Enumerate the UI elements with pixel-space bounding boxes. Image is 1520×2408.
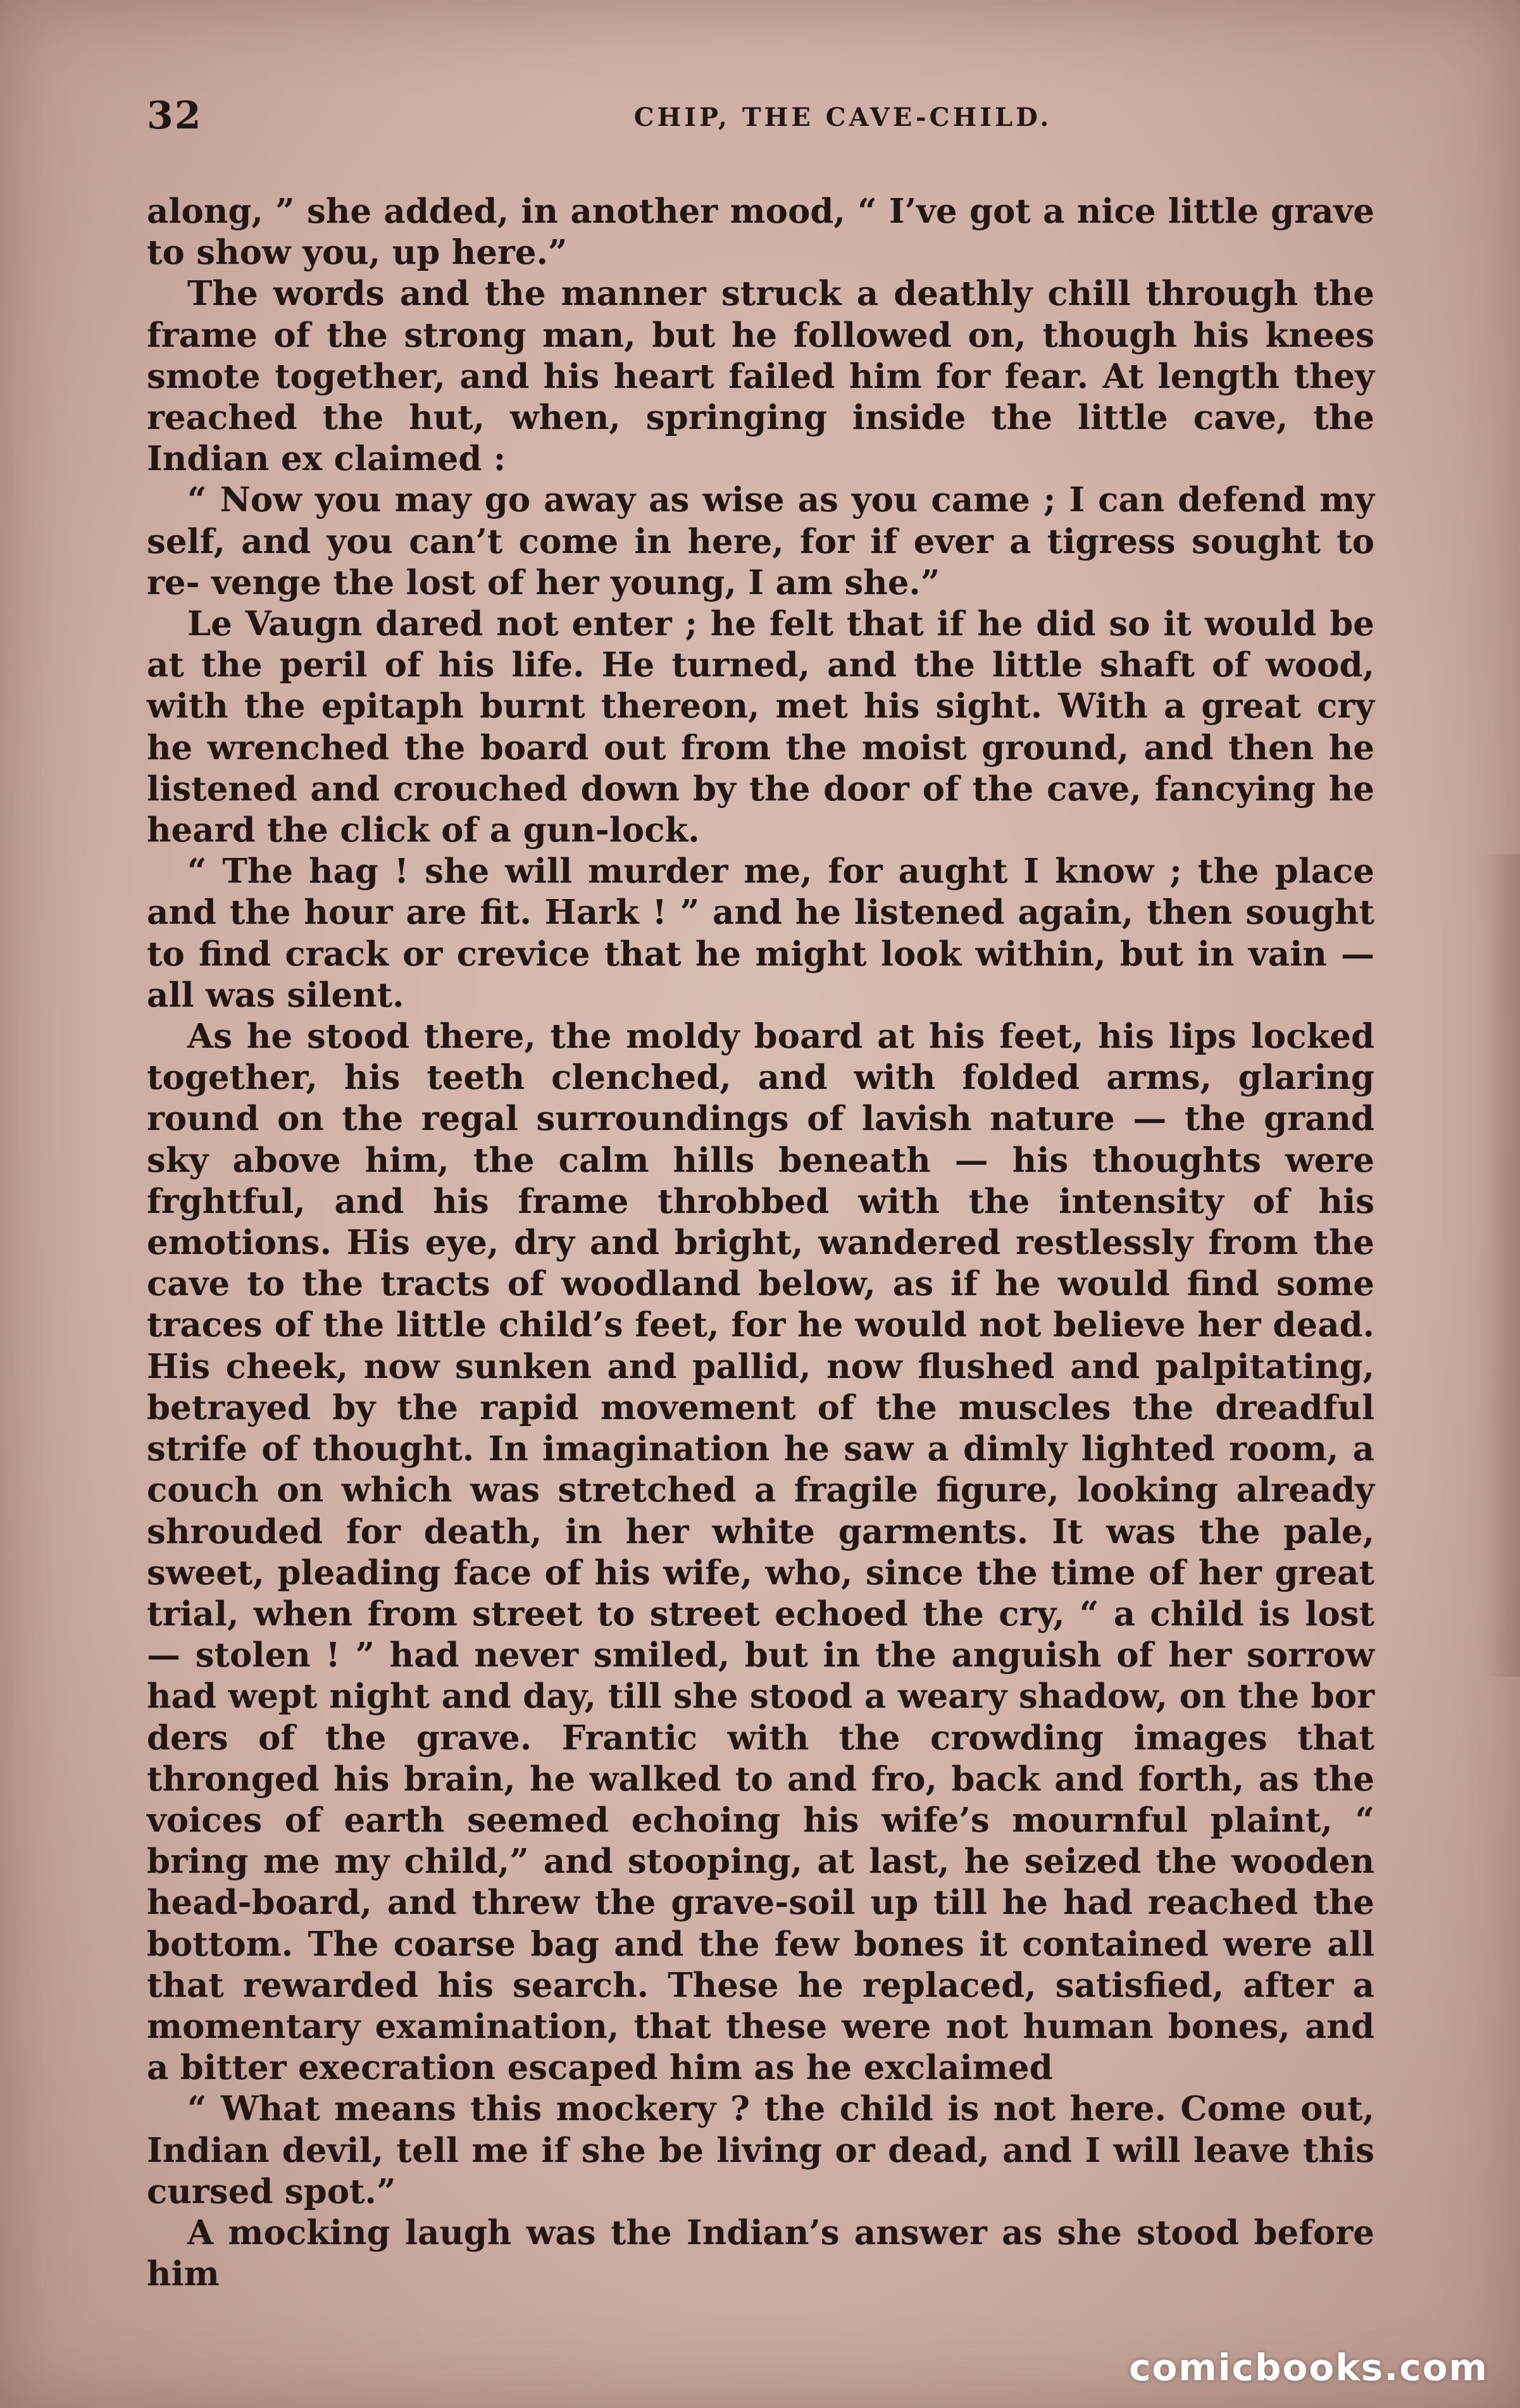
- site-watermark: comicbooks.com: [1129, 2346, 1488, 2389]
- body-text: [147, 191, 1374, 2295]
- paragraph: The words and the manner struck a deathly chill through the frame of the strong man, but he followed on, though his knees smote together, and his heart failed him for fear. At length they reached the hut, when, springing inside the little cave, the Indian ex claimed :: [147, 274, 1374, 479]
- paragraph: along, ” she added, in another mood, “ I’ve got a nice little grave to show you, up here.”: [147, 192, 1374, 273]
- paragraph: “ Now you may go away as wise as you came ; I can defend my self, and you can’t come in here, for if ever a tigress sought to re- venge the lost of her young, I am she.”: [147, 480, 1374, 602]
- paragraph: “ The hag ! she will murder me, for aught I know ; the place and the hour are fit. Hark ! ” and he listened again, then sought to find crack or crevice that he might look within, but in vain — all was silent.: [147, 852, 1374, 1015]
- page-header: [147, 94, 1381, 144]
- paragraph: Le Vaugn dared not enter ; he felt that if he did so it would be at the peril of his life. He turned, and the little shaft of wood, with the epitaph burnt thereon, met his sight. With a great cry he wrenched the board out from the moist ground, and then he listened and crouched down by the door of the cave, fancying he heard the click of a gun-lock.: [147, 604, 1374, 850]
- paragraph: A mocking laugh was the Indian’s answer as she stood before him: [147, 2213, 1374, 2294]
- page-number: 32: [147, 94, 202, 138]
- paragraph: “ What means this mockery ? the child is not here. Come out, Indian devil, tell me if she be living or dead, and I will leave this cursed spot.”: [147, 2089, 1374, 2211]
- running-title: CHIP, THE CAVE-CHILD.: [633, 102, 1052, 132]
- paragraph: As he stood there, the moldy board at his feet, his lips locked together, his teeth clenched, and with folded arms, glaring round on the regal surroundings of lavish nature — the grand sky above him, the calm hills beneath — his thoughts were frghtful, and his frame throbbed with the intensity of his emotions. His eye, dry and bright, wandered restlessly from the cave to the tracts of woodland below, as if he would find some traces of the little child’s feet, for he would not believe her dead. His cheek, now sunken and pallid, now flushed and palpitating, betrayed by the rapid movement of the muscles the dreadful strife of thought. In imagination he saw a dimly lighted room, a couch on which was stretched a fragile figure, looking already shrouded for death, in her white garments. It was the pale, sweet, pleading face of his wife, who, since the time of her great trial, when from street to street echoed the cry, “ a child is lost — stolen ! ” had never smiled, but in the anguish of her sorrow had wept night and day, till she stood a weary shadow, on the bor ders of the grave. Frantic with the crowding images that thronged his brain, he walked to and fro, back and forth, as the voices of earth seemed echoing his wife’s mournful plaint, “ bring me my child,” and stooping, at last, he seized the wooden head-board, and threw the grave-soil up till he had reached the bottom. The coarse bag and the few bones it contained were all that rewarded his search. These he replaced, satisfied, after a momentary examination, that these were not human bones, and a bitter execration escaped him as he exclaimed: [147, 1017, 1374, 2088]
- torn-edge: [1482, 854, 1520, 1677]
